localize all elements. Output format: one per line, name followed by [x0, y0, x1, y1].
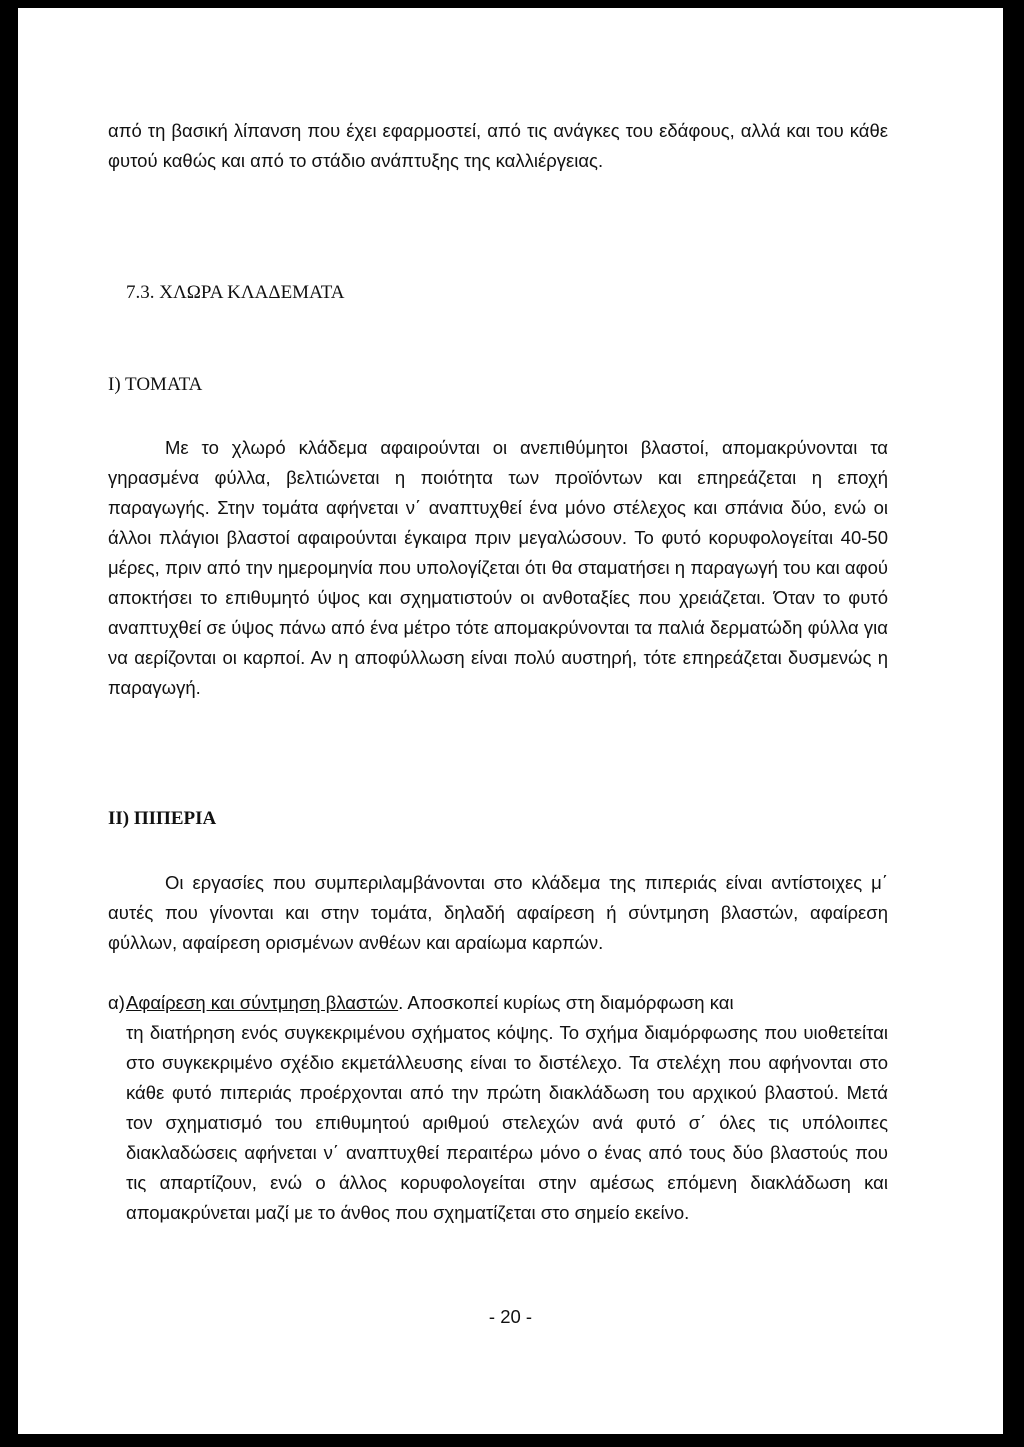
pepper-heading: ΙΙ) ΠΙΠΕΡΙΑ	[108, 808, 217, 829]
list-item-title: Αφαίρεση και σύντμηση βλαστών	[126, 992, 399, 1013]
list-item-a-body: τη διατήρηση ενός συγκεκριμένου σχήματος κόψης. Το σχήμα διαμόρφωσης που υιοθετείται στο συγκεκριμένο σχέδιο εκμετάλλευσης είναι το διστέλεχο. Τα στελέχη που αφήνονται στο κάθε φυτό πιπεριάς προέρχονται από την πρώτη διακλάδωση του αρχικού βλαστού. Μετά τον σχηματισμό του επιθυμητού αριθμού στελεχών ανά φυτό σ΄ όλες τις υπόλοιπες διακλαδώσεις αφήνεται ν΄ αναπτυχθεί περαιτέρω μόνο ο ένας από τους δύο βλαστούς που τις απαρτίζουν, ενώ ο άλλος κορυφολογείται στην αμέσως επόμενη διακλάδωση και απομακρύνεται μαζί με το άνθος που σχηματίζεται στο σημείο εκείνο.	[126, 1022, 888, 1223]
section-title: 7.3. ΧΛΩΡΑ ΚΛΑΔΕΜΑΤΑ	[126, 282, 345, 303]
document-page	[18, 8, 1003, 1434]
intro-paragraph: από τη βασική λίπανση που έχει εφαρμοστεί, από τις ανάγκες του εδάφους, αλλά και του κάθε φυτού καθώς και από το στάδιο ανάπτυξης της καλλιέργειας.	[108, 120, 888, 171]
pepper-intro-paragraph: Οι εργασίες που συμπεριλαμβάνονται στο κλάδεμα της πιπεριάς είναι αντίστοιχες μ΄ αυτές που γίνονται και στην τομάτα, δηλαδή αφαίρεση ή σύντμηση βλαστών, αφαίρεση φύλλων, αφαίρεση ορισμένων ανθέων και αραίωμα καρπών.	[108, 872, 888, 953]
tomato-heading: Ι) ΤΟΜΑΤΑ	[108, 374, 203, 395]
list-marker: α)	[108, 992, 125, 1013]
list-item-a	[108, 988, 888, 1018]
page-number: - 20 -	[488, 1306, 533, 1327]
tomato-paragraph: Με το χλωρό κλάδεμα αφαιρούνται οι ανεπιθύμητοι βλαστοί, απομακρύνονται τα γηρασμένα φύλλα, βελτιώνεται η ποιότητα των προϊόντων και επηρεάζεται η εποχή παραγωγής. Στην τομάτα αφήνεται ν΄ αναπτυχθεί ένα μόνο στέλεχος και σπάνια δύο, ενώ οι άλλοι πλάγιοι βλαστοί αφαιρούνται έγκαιρα πριν μεγαλώσουν. Το φυτό κορυφολογείται 40-50 μέρες, πριν από την ημερομηνία που υπολογίζεται ότι θα σταματήσει η παραγωγή του και αφού αποκτήσει το επιθυμητό ύψος και σχηματιστούν οι ανθοταξίες που χρειάζεται. Όταν το φυτό αναπτυχθεί σε ύψος πάνω από ένα μέτρο τότε απομακρύνονται τα παλιά δερματώδη φύλλα για να αερίζονται οι καρποί. Αν η αποφύλλωση είναι πολύ αυστηρή, τότε επηρεάζεται δυσμενώς η παραγωγή.	[108, 437, 888, 698]
list-item-first-line: . Αποσκοπεί κυρίως στη διαμόρφωση και	[398, 992, 734, 1013]
